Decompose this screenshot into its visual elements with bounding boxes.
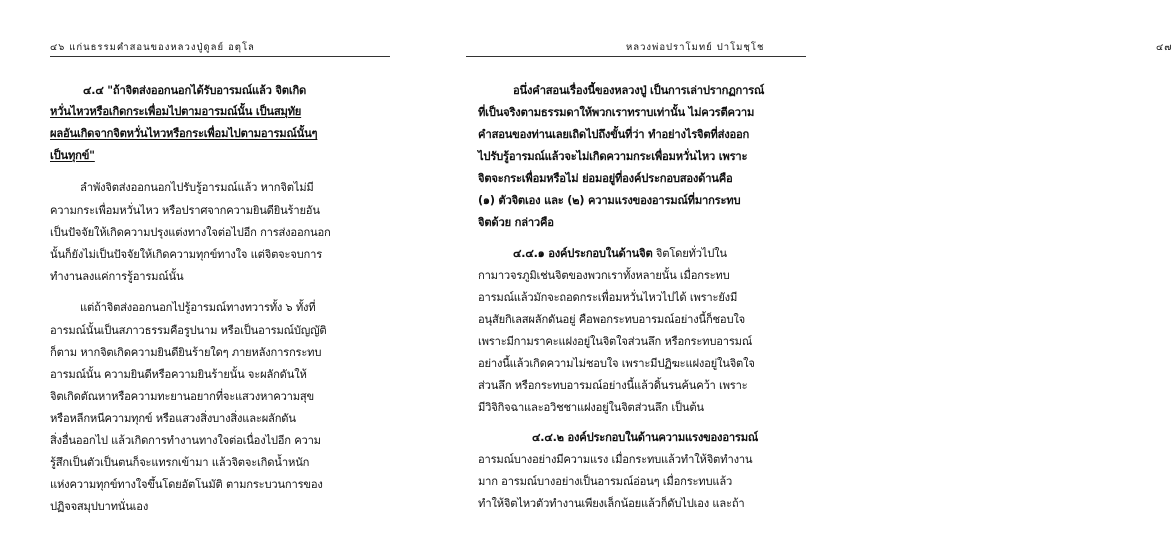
left-heading-line: ๔.๔ "ถ้าจิตส่งออกนอกได้รับอารมณ์แล้ว จิตเกิด [83, 84, 307, 97]
left-para2-line: อารมณ์นั้นเป็นสภาวธรรมคือรูปนาม หรือเป็นอารมณ์บัญญัติ [50, 324, 327, 337]
right-sub1-line: อารมณ์แล้วมักจะถอดกระเพื่อมหวั่นไหวไปได้ เพราะยังมี [478, 291, 738, 304]
right-bold-line: อนึ่งคำสอนเรื่องนี้ของหลวงปู่ เป็นการเล่าปรากฏการณ์ [513, 84, 765, 97]
left-para2-line: แห่งความทุกข์ทางใจขึ้นโดยอัตโนมัติ ตามกระบวนการของ [50, 478, 323, 491]
right-sub1-line: เพราะมีกามราคะแฝงอยู่ในจิตใจส่วนลึก หรือกระทบอารมณ์ [478, 335, 753, 348]
left-para1-line: นั้นก็ยังไม่เป็นปัจจัยให้เกิดความทุกข์ทางใจ แต่จิตจะจบการ [50, 248, 323, 261]
sub2-heading: ๔.๔.๒ องค์ประกอบในด้านความแรงของอารมณ์ [532, 431, 759, 444]
left-para2-line: รู้สึกเป็นตัวเป็นตนก็จะแทรกเข้ามา แล้วจิตจะเกิดน้ำหนัก [50, 456, 310, 469]
left-heading-line: ผลอันเกิดจากจิตหวั่นไหวหรือกระเพื่อมไปตามอารมณ์นั้นๆ [50, 127, 318, 140]
right-bold-line: จิตด้วย กล่าวคือ [478, 216, 554, 229]
right-bold-line: ที่เป็นจริงตามธรรมดาให้พวกเราทราบเท่านั้น ไม่ควรตีความ [478, 106, 755, 119]
sub1-heading: ๔.๔.๑ องค์ประกอบในด้านจิต [513, 247, 653, 260]
left-header-rule [50, 56, 390, 57]
left-para1-line: ลำพังจิตส่งออกนอกไปรับรู้อารมณ์แล้ว หากจิตไม่มี [80, 181, 314, 194]
left-running-header: ๔๖ แก่นธรรมคำสอนของหลวงปู่ดูลย์ อตุโล [50, 42, 255, 53]
right-page [416, 0, 1172, 538]
left-para2-line: อารมณ์นั้น ความยินดีหรือความยินร้ายนั้น จะผลักดันให้ [50, 368, 307, 381]
left-para2-line: ก็ตาม หากจิตเกิดความยินดียินร้ายใดๆ ภายหลังการกระทบ [50, 346, 322, 359]
left-para2-line: สิ่งอื่นออกไป แล้วเกิดการทำงานทางใจต่อเนื่องไปอีก ความ [50, 434, 321, 447]
right-header-rule [466, 56, 806, 57]
right-sub1-line: มีวิจิกิจฉาและอวิชชาแฝงอยู่ในจิตส่วนลึก เป็นต้น [478, 401, 704, 414]
right-bold-line: (๑) ตัวจิตเอง และ (๒) ความแรงของอารมณ์ที่มากระทบ [478, 194, 741, 207]
left-heading-line: เป็นทุกข์" [50, 149, 95, 162]
right-bold-line: จิตจะกระเพื่อมหรือไม่ ย่อมอยู่ที่องค์ประกอบสองด้านคือ [478, 172, 733, 185]
left-heading-line: หวั่นไหวหรือเกิดกระเพื่อมไปตามอารมณ์นั้น เป็นสมุทัย [50, 105, 302, 118]
left-para1-line: เป็นปัจจัยให้เกิดความปรุงแต่งทางใจต่อไปอีก การส่งออกนอก [50, 226, 331, 239]
right-sub1-line: อย่างนี้แล้วเกิดความไม่ชอบใจ เพราะมีปฏิฆะแฝงอยู่ในจิตใจ [478, 357, 755, 370]
left-para1-line: ทำงานลงแค่การรู้อารมณ์นั้น [50, 270, 184, 283]
left-para1-line: ความกระเพื่อมหวั่นไหว หรือปราศจากความยินดียินร้ายอัน [50, 204, 320, 217]
left-page [0, 0, 416, 538]
left-para2-line: จิตเกิดตัณหาหรือความทะยานอยากที่จะแสวงหาความสุข [50, 390, 314, 403]
right-running-header: หลวงพ่อปราโมทย์ ปาโมชฺโช [626, 42, 765, 53]
sub1-first-rest: จิตโดยทั่วไปใน [652, 247, 727, 260]
right-sub1-line: กามาวจรภูมิเช่นจิตของพวกเราทั้งหลายนั้น เมื่อกระทบ [478, 269, 730, 282]
right-bold-line: คำสอนของท่านเลยเถิดไปถึงขั้นที่ว่า ทำอย่างไรจิตที่ส่งออก [478, 128, 750, 141]
right-bold-line: ไปรับรู้อารมณ์แล้วจะไม่เกิดความกระเพื่อมหวั่นไหว เพราะ [478, 150, 748, 163]
right-page-number: ๔๗ [1156, 42, 1172, 53]
right-sub2-line: อารมณ์บางอย่างมีความแรง เมื่อกระทบแล้วทำให้จิตทำงาน [478, 453, 753, 466]
left-para2-line: ปฏิจจสมุปบาทนั่นเอง [50, 500, 149, 513]
right-sub2-line: ทำให้จิตไหวตัวทำงานเพียงเล็กน้อยแล้วก็ดับไปเอง และถ้า [478, 497, 745, 510]
left-para2-line: หรือหลีกหนีความทุกข์ หรือแสวงสิ่งบางสิ่งและผลักดัน [50, 412, 296, 425]
left-para2-line: แต่ถ้าจิตส่งออกนอกไปรู้อารมณ์ทางทวารทั้ง ๖ ทั้งที่ [80, 301, 316, 314]
right-sub2-line: มาก อารมณ์บางอย่างเป็นอารมณ์อ่อนๆ เมื่อกระทบแล้ว [478, 475, 733, 488]
right-sub1-line: อนุสัยกิเลสผลักดันอยู่ คือพอกระทบอารมณ์อย่างนี้ก็ชอบใจ [478, 313, 745, 326]
right-sub1-line: ส่วนลึก หรือกระทบอารมณ์อย่างนี้แล้วดิ้นรนค้นคว้า เพราะ [478, 379, 748, 392]
right-sub1-first-line [513, 247, 727, 261]
